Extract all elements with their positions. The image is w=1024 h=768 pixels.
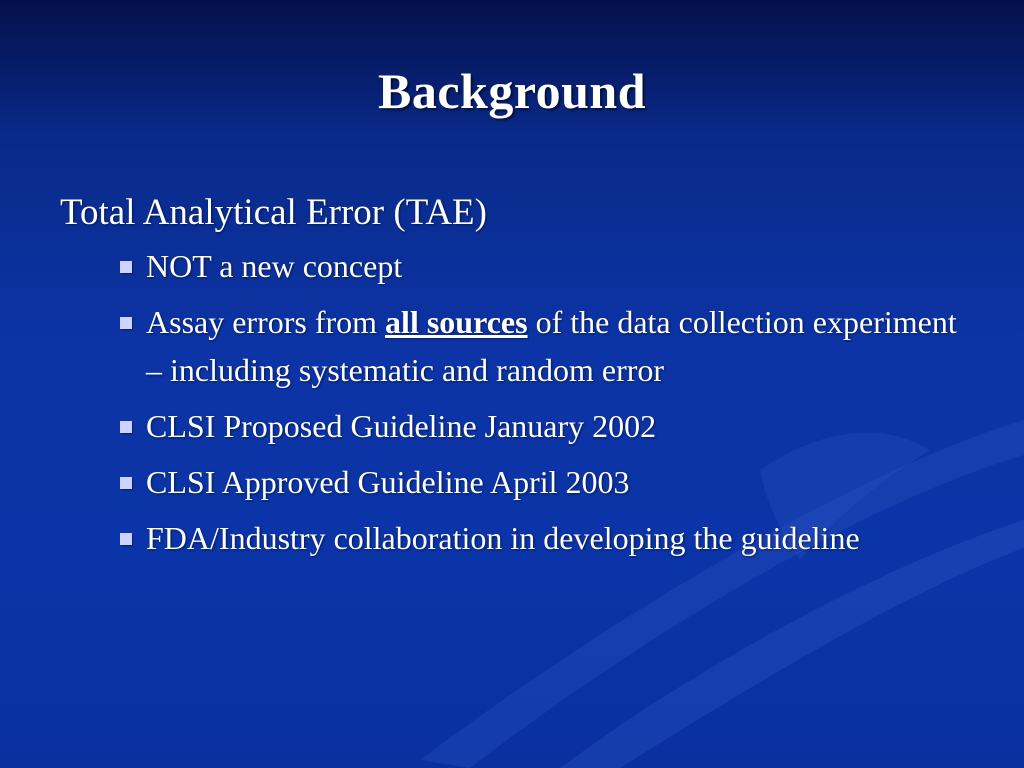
square-bullet-icon [120,261,132,273]
bullet-item [120,458,980,506]
square-bullet-icon [120,477,132,489]
bullet-emphasis: all sources [385,304,528,340]
square-bullet-icon [120,317,132,329]
bullet-text: CLSI Proposed Guideline January 2002 [146,408,657,444]
bullet-item [120,298,980,394]
square-bullet-icon [120,533,132,545]
bullet-text-suffix: of the data collection experiment – including systematic and random error [146,304,957,388]
slide-body [60,188,980,570]
square-bullet-icon [120,421,132,433]
bullet-item [120,402,980,450]
bullet-text-prefix: Assay errors from [146,304,386,340]
bullet-list [60,242,980,562]
bullet-item [120,242,980,290]
bullet-item [120,514,980,562]
slide-title: Background [377,63,647,119]
lead-text: Total Analytical Error (TAE) [60,192,487,233]
bullet-text: FDA/Industry collaboration in developing the guideline [146,520,860,556]
bullet-text: NOT a new concept [146,248,403,284]
bullet-text: CLSI Approved Guideline April 2003 [146,464,630,500]
